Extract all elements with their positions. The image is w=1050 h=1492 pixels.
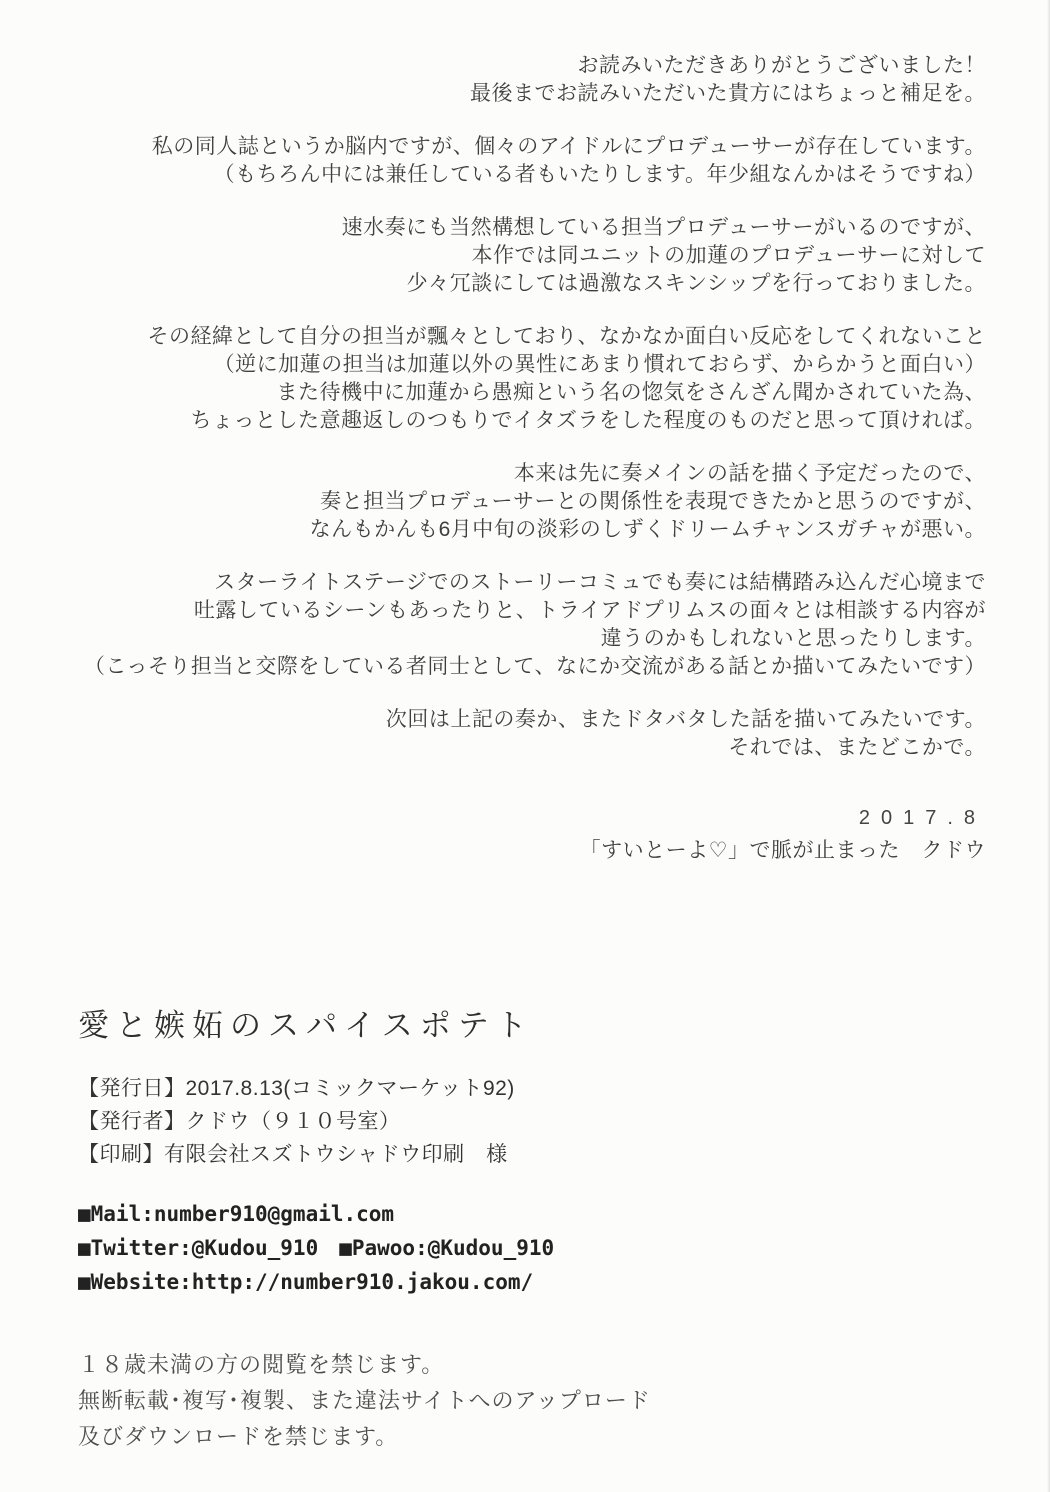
twitter-pawoo-line: ■Twitter:@Kudou_910 ■Pawoo:@Kudou_910	[78, 1236, 555, 1260]
publication-date: 2017.8	[858, 807, 986, 829]
afterword-paragraph	[46, 706, 986, 762]
afterword-line: その経緯として自分の担当が飄々としており、なかなか面白い反応をしてくれないこと	[147, 325, 986, 348]
notice-line: １８歳未満の方の閲覧を禁じます。	[78, 1352, 445, 1377]
afterword-line: なんもかんも6月中旬の淡彩のしずくドリームチャンスガチャが悪い。	[309, 518, 986, 541]
afterword-paragraph	[46, 52, 986, 108]
website-line: ■Website:http://number910.jakou.com/	[78, 1270, 534, 1294]
contact-info	[78, 1197, 978, 1299]
afterword-line: ちょっとした意趣返しのつもりでイタズラをした程度のものだと思って頂ければ。	[190, 409, 986, 432]
afterword-line: （こっそり担当と交際をしている者同士として、なにか交流がある話とか描いてみたいです）	[83, 655, 986, 678]
afterword-line: （逆に加蓮の担当は加蓮以外の異性にあまり慣れておらず、からかうと面白い）	[213, 353, 986, 376]
mail-line: ■Mail:number910@gmail.com	[78, 1202, 395, 1226]
afterword-paragraph	[46, 569, 986, 681]
author-signature: 「すいとーよ♡」で脈が止まった クドウ	[579, 839, 986, 862]
afterword-line: 本来は先に奏メインの話を描く予定だったので、	[513, 462, 986, 485]
afterword-line: お読みいただきありがとうございました！	[577, 54, 986, 77]
afterword-paragraph	[46, 214, 986, 298]
printer-line: 【印刷】有限会社スズトウシャドウ印刷 様	[78, 1143, 508, 1166]
colophon-block	[78, 1000, 978, 1455]
afterword-paragraph	[46, 133, 986, 189]
afterword-line: 最後までお読みいただいた貴方にはちょっと補足を。	[470, 82, 986, 105]
publication-info	[78, 1072, 978, 1171]
doujin-title: 愛と嫉妬のスパイスポテト	[78, 1008, 534, 1043]
notice-line: 及びダウンロードを禁じます。	[78, 1424, 399, 1449]
afterword-line: （もちろん中には兼任している者もいたりします。年少組なんかはそうですね）	[213, 163, 986, 186]
afterword-paragraph	[46, 460, 986, 544]
publisher-line: 【発行者】クドウ（９１０号室）	[78, 1110, 401, 1133]
afterword-text-block	[46, 52, 986, 865]
afterword-line: 本作では同ユニットの加蓮のプロデューサーに対して	[471, 244, 986, 267]
afterword-line: 奏と担当プロデューサーとの関係性を表現できたかと思うのですが、	[320, 490, 986, 513]
afterword-line: 私の同人誌というか脳内ですが、個々のアイドルにプロデューサーが存在しています。	[151, 135, 986, 158]
age-restriction-notice	[78, 1347, 978, 1455]
afterword-line: それでは、またどこかで。	[728, 736, 986, 759]
afterword-line: 次回は上記の奏か、またドタバタした話を描いてみたいです。	[385, 708, 986, 731]
publication-date-line: 【発行日】2017.8.13(コミックマーケット92)	[78, 1077, 515, 1100]
afterword-line: スターライトステージでのストーリーコミュでも奏には結構踏み込んだ心境まで	[214, 571, 986, 594]
notice-line: 無断転載･複写･複製、また違法サイトへのアップロード	[78, 1388, 651, 1413]
afterword-line: 違うのかもしれないと思ったりします。	[600, 627, 986, 650]
afterword-line: 少々冗談にしては過激なスキンシップを行っておりました。	[406, 272, 986, 295]
afterword-line: 速水奏にも当然構想している担当プロデューサーがいるのですが、	[341, 216, 986, 239]
afterword-line: また待機中に加蓮から愚痴という名の惚気をさんざん聞かされていた為、	[276, 381, 986, 404]
afterword-line: 吐露しているシーンもあったりと、トライアドプリムスの面々とは相談する内容が	[193, 599, 986, 622]
afterword-paragraph	[46, 323, 986, 435]
